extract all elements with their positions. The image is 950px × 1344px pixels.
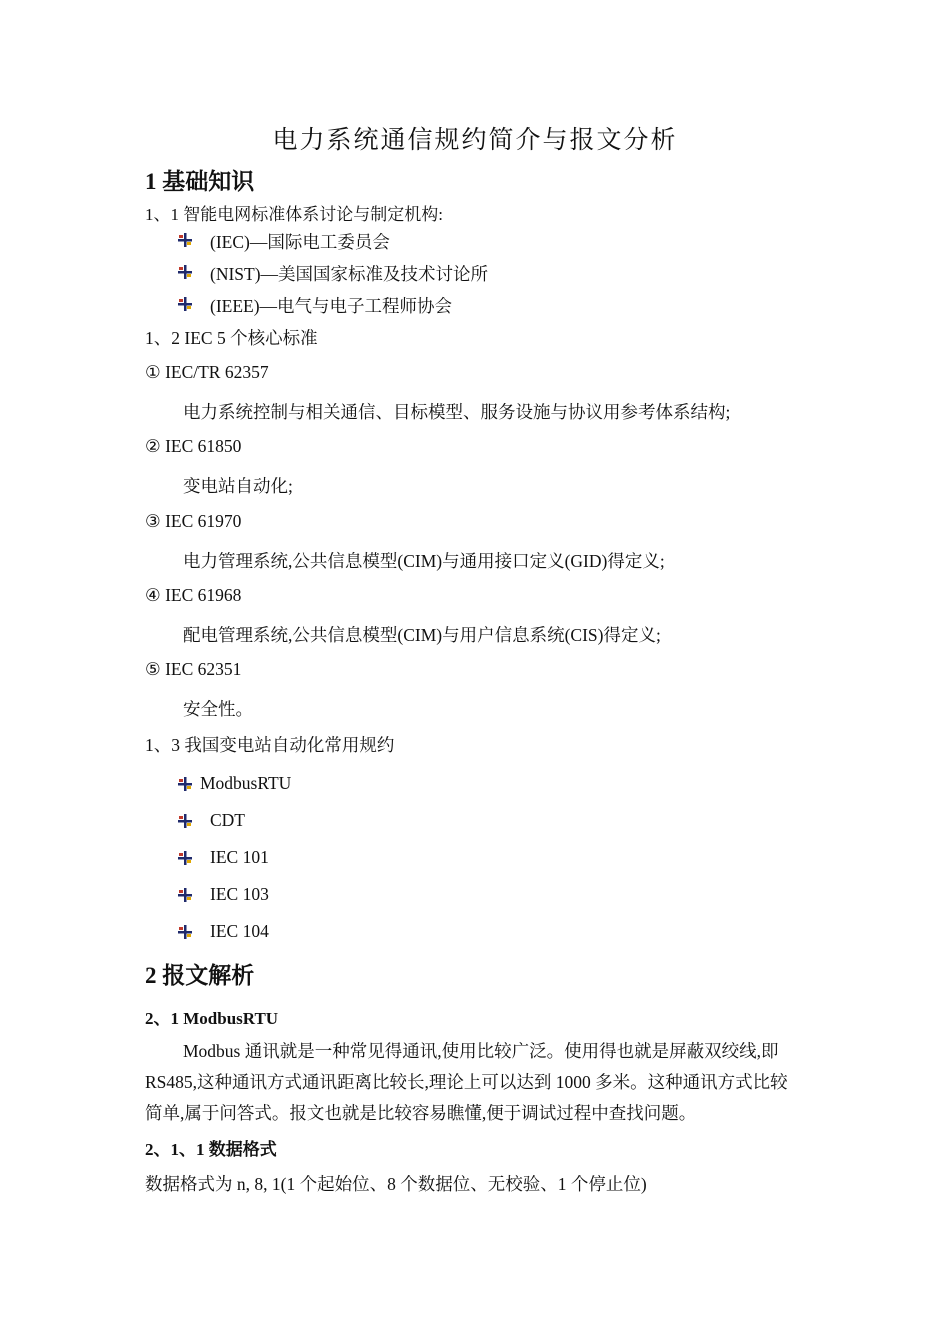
protocol-item-modbusrtu: ModbusRTU (200, 773, 292, 793)
protocol-item-iec101: IEC 101 (210, 847, 269, 867)
protocol-item-cdt: CDT (210, 810, 245, 830)
standard-label: ① IEC/TR 62357 (145, 362, 269, 382)
subsection-1-2-heading: 1、2 IEC 5 个核心标准 (145, 328, 318, 348)
standard-label: ④ IEC 61968 (145, 585, 242, 605)
section-2-heading: 2 报文解析 (145, 963, 255, 988)
standard-description: 电力管理系统,公共信息模型(CIM)与通用接口定义(GID)得定义; (183, 551, 665, 571)
bullet-icon (178, 233, 192, 247)
standard-description: 变电站自动化; (183, 476, 293, 496)
standard-label: ② IEC 61850 (145, 436, 242, 456)
list-item-nist: (NIST)—美国国家标准及技术讨论所 (210, 264, 489, 284)
subsection-2-1-1-heading: 2、1、1 数据格式 (145, 1140, 277, 1159)
section-1-heading: 1 基础知识 (145, 169, 255, 194)
standard-description: 安全性。 (183, 699, 253, 719)
data-format-text: 数据格式为 n, 8, 1(1 个起始位、8 个数据位、无校验、1 个停止位) (145, 1174, 647, 1194)
bullet-icon (178, 265, 192, 279)
modbus-paragraph (145, 1036, 805, 1129)
subsection-1-1-heading: 1、1 智能电网标准体系讨论与制定机构: (145, 205, 443, 224)
standard-label: ③ IEC 61970 (145, 511, 242, 531)
bullet-icon (178, 297, 192, 311)
protocol-item-iec103: IEC 103 (210, 884, 269, 904)
subsection-2-1-heading: 2、1 ModbusRTU (145, 1009, 279, 1028)
standard-description: 电力系统控制与相关通信、目标模型、服务设施与协议用参考体系结构; (183, 402, 731, 422)
bullet-icon (178, 777, 192, 791)
bullet-icon (178, 814, 192, 828)
standard-description: 配电管理系统,公共信息模型(CIM)与用户信息系统(CIS)得定义; (183, 625, 661, 645)
bullet-icon (178, 925, 192, 939)
subsection-1-3-heading: 1、3 我国变电站自动化常用规约 (145, 735, 395, 755)
list-item-ieee: (IEEE)—电气与电子工程师协会 (210, 296, 453, 316)
bullet-icon (178, 888, 192, 902)
modbus-paragraph-text: Modbus 通讯就是一种常见得通讯,使用比较广泛。使用得也就是屏蔽双绞线,即 RS485,这种通讯方式通讯距离比较长,理论上可以达到 1000 多米。这种通讯方式比较简单,属于问答式。报文也就是比较容易瞧懂,便于调试过程中查找问题。 (145, 1041, 788, 1123)
standard-label: ⑤ IEC 62351 (145, 659, 242, 679)
list-item-iec: (IEC)—国际电工委员会 (210, 232, 390, 252)
protocol-item-iec104: IEC 104 (210, 921, 269, 941)
document-title: 电力系统通信规约简介与报文分析 (272, 127, 678, 154)
bullet-icon (178, 851, 192, 865)
